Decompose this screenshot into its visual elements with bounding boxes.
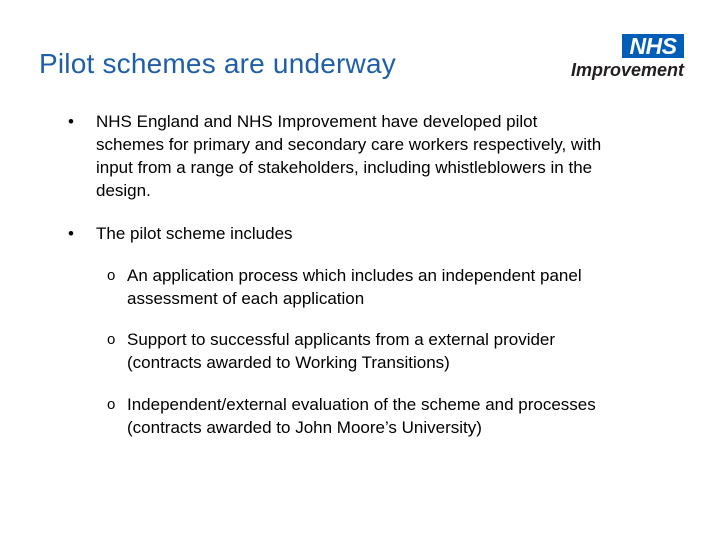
bullet-line: The pilot scheme includes (96, 224, 293, 243)
sub-bullet-evaluation (107, 393, 707, 439)
nhs-logo-text: NHS (629, 33, 677, 59)
improvement-logo-text: Improvement (570, 60, 684, 80)
slide-title: Pilot schemes are underway (39, 48, 396, 79)
sub-bullet-marker: o (107, 396, 116, 413)
sub-bullet-line: An application process which includes an independent panel (127, 266, 582, 285)
bullet-marker: • (68, 224, 74, 243)
bullet-line: NHS England and NHS Improvement have developed pilot (96, 112, 538, 131)
bullet-line: schemes for primary and secondary care workers respectively, with (96, 135, 602, 154)
sub-bullet-line: (contracts awarded to Working Transitions) (127, 353, 450, 372)
bullet-line: input from a range of stakeholders, including whistleblowers in the (96, 158, 593, 177)
sub-bullet-application-process (107, 264, 707, 310)
sub-bullet-line: Support to successful applicants from a external provider (127, 330, 556, 349)
sub-bullet-support-applicants (107, 328, 707, 374)
bullet-item-pilot-development (68, 110, 706, 202)
sub-bullet-line: Independent/external evaluation of the scheme and processes (127, 395, 596, 414)
sub-bullet-line: (contracts awarded to John Moore’s University) (127, 418, 482, 437)
sub-bullet-marker: o (107, 267, 116, 284)
sub-bullet-line: assessment of each application (127, 289, 365, 308)
bullet-item-scheme-includes (68, 222, 706, 245)
bullet-marker: • (68, 112, 74, 131)
bullet-line: design. (96, 181, 151, 200)
sub-bullet-marker: o (107, 331, 116, 348)
